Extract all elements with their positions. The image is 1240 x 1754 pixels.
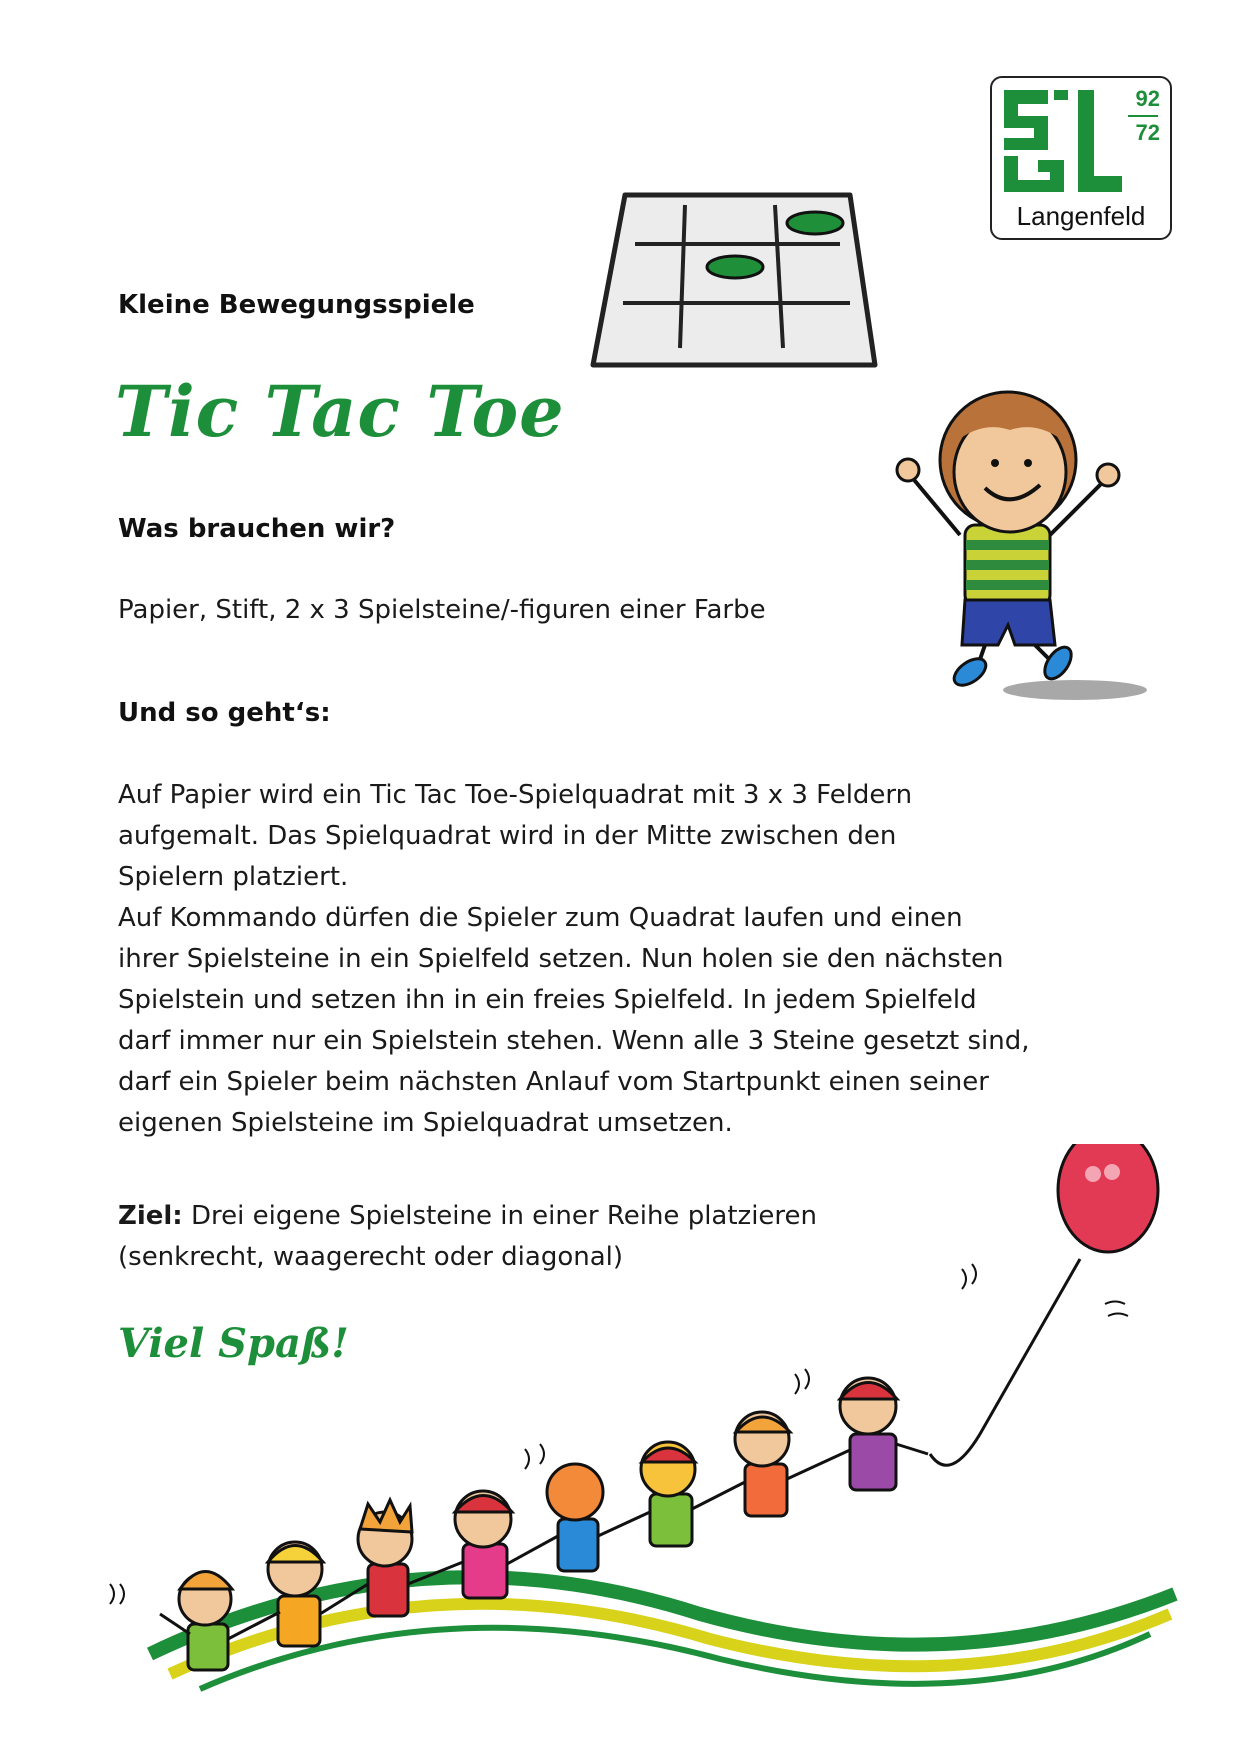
instruction-line: Spielstein und setzen ihn in ein freies Spielfeld. In jedem Spielfeld [118,985,977,1015]
logo-number-top: 92 [1135,86,1160,111]
tictactoe-board-icon [585,185,885,375]
club-logo [990,76,1172,240]
kids-with-balloon-icon [0,1144,1240,1754]
instruction-line: darf immer nur ein Spielstein stehen. Wenn alle 3 Steine gesetzt sind, [118,1026,1030,1056]
logo-mark-icon [1002,86,1122,196]
logo-name: Langenfeld [1016,201,1146,231]
instruction-line: aufgemalt. Das Spielquadrat wird in der Mitte zwischen den [118,821,897,851]
section-heading-instructions: Und so geht‘s: [118,698,331,728]
section-heading-materials: Was brauchen wir? [118,514,396,544]
logo-divider [1128,115,1158,117]
logo-number-bottom: 72 [1135,120,1160,145]
instructions-paragraph [118,775,1038,1144]
instruction-line: darf ein Spieler beim nächsten Anlauf vom Startpunkt einen seiner [118,1067,989,1097]
instruction-line: Auf Papier wird ein Tic Tac Toe-Spielquadrat mit 3 x 3 Feldern [118,780,913,810]
goal-label: Ziel: [118,1201,183,1231]
materials-text: Papier, Stift, 2 x 3 Spielsteine/-figuren einer Farbe [118,595,766,625]
instruction-line: eigenen Spielsteine im Spielquadrat umsetzen. [118,1108,733,1138]
goal-line-2: (senkrecht, waagerecht oder diagonal) [118,1242,624,1272]
instruction-line: Spielern platziert. [118,862,349,892]
closing-text: Viel Spaß! [118,1320,349,1367]
kicker-text: Kleine Bewegungsspiele [118,290,475,320]
instruction-line: ihrer Spielsteine in ein Spielfeld setzen. Nun holen sie den nächsten [118,944,1004,974]
goal-text: Drei eigene Spielsteine in einer Reihe platzieren [182,1201,818,1231]
instruction-line: Auf Kommando dürfen die Spieler zum Quadrat laufen und einen [118,903,963,933]
page-title: Tic Tac Toe [115,370,565,453]
jumping-boy-icon [890,360,1170,700]
